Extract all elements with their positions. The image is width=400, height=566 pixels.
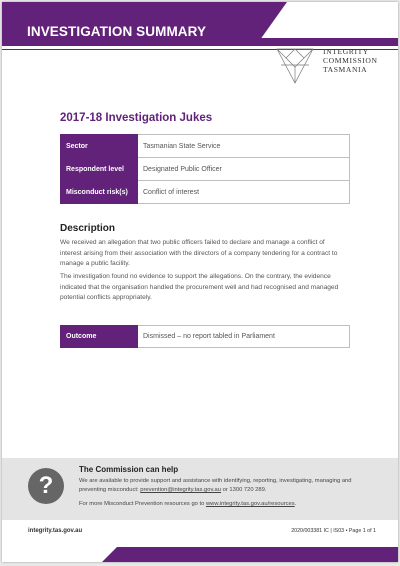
logo-line-2: COMMISSION	[323, 56, 378, 65]
logo-line-1: INTEGRITY	[323, 47, 369, 56]
description-paragraph-1: We received an allegation that two public officers failed to declare and manage a conflict of interest arising from their association with the directors of a company tendering for a contract to manage a public facility.	[60, 239, 338, 268]
details-table	[60, 134, 350, 204]
misconduct-risk-value: Conflict of interest	[138, 181, 350, 204]
misconduct-risk-label: Misconduct risk(s)	[61, 181, 138, 204]
footer-website[interactable]: integrity.tas.gov.au	[28, 528, 83, 534]
help-contact-suffix: or 1300 720 289.	[221, 487, 267, 493]
description-paragraph-2: The investigation found no evidence to support the allegations. On the contrary, the evidence indicated that the organisation handled the procurement well and had recognised and managed potential conflicts appropriately.	[60, 273, 339, 302]
respondent-level-label: Respondent level	[61, 158, 138, 181]
logo-line-3: TASMANIA	[323, 65, 368, 74]
help-panel	[2, 458, 398, 520]
table-row	[61, 135, 350, 158]
respondent-level-value: Designated Public Officer	[138, 158, 350, 181]
logo-mark-icon	[273, 45, 317, 87]
contact-email-link[interactable]: prevention@integrity.tas.gov.au	[140, 487, 222, 493]
help-resources-line	[79, 501, 379, 507]
integrity-commission-logo	[273, 45, 391, 87]
question-icon: ?	[28, 468, 64, 504]
help-title: The Commission can help	[79, 465, 179, 474]
outcome-value: Dismissed – no report tabled in Parliament	[138, 326, 350, 348]
table-row	[61, 326, 350, 348]
document-title: 2017-18 Investigation Jukes	[60, 112, 213, 124]
description-heading: Description	[60, 223, 116, 234]
document-page	[2, 2, 398, 562]
resources-link[interactable]: www.integrity.tas.gov.au/resources	[205, 501, 295, 507]
help-more-prefix: For more Misconduct Prevention resources go to	[79, 501, 206, 507]
outcome-table	[60, 325, 350, 348]
sector-label: Sector	[61, 135, 138, 158]
logo-wordmark	[323, 47, 378, 74]
footer-bar	[102, 547, 398, 562]
sector-value: Tasmanian State Service	[138, 135, 350, 158]
help-more-suffix: .	[294, 501, 297, 507]
help-body-text: We are available to provide support and assistance with identifying, reporting, investigating, managing and preventing misconduct:	[79, 478, 352, 493]
outcome-label: Outcome	[61, 326, 138, 348]
table-row	[61, 181, 350, 204]
header-title: INVESTIGATION SUMMARY	[27, 24, 207, 39]
footer-reference: 2020/003381 IC | IS03 • Page 1 of 1	[291, 528, 376, 534]
table-row	[61, 158, 350, 181]
help-body	[79, 477, 379, 495]
